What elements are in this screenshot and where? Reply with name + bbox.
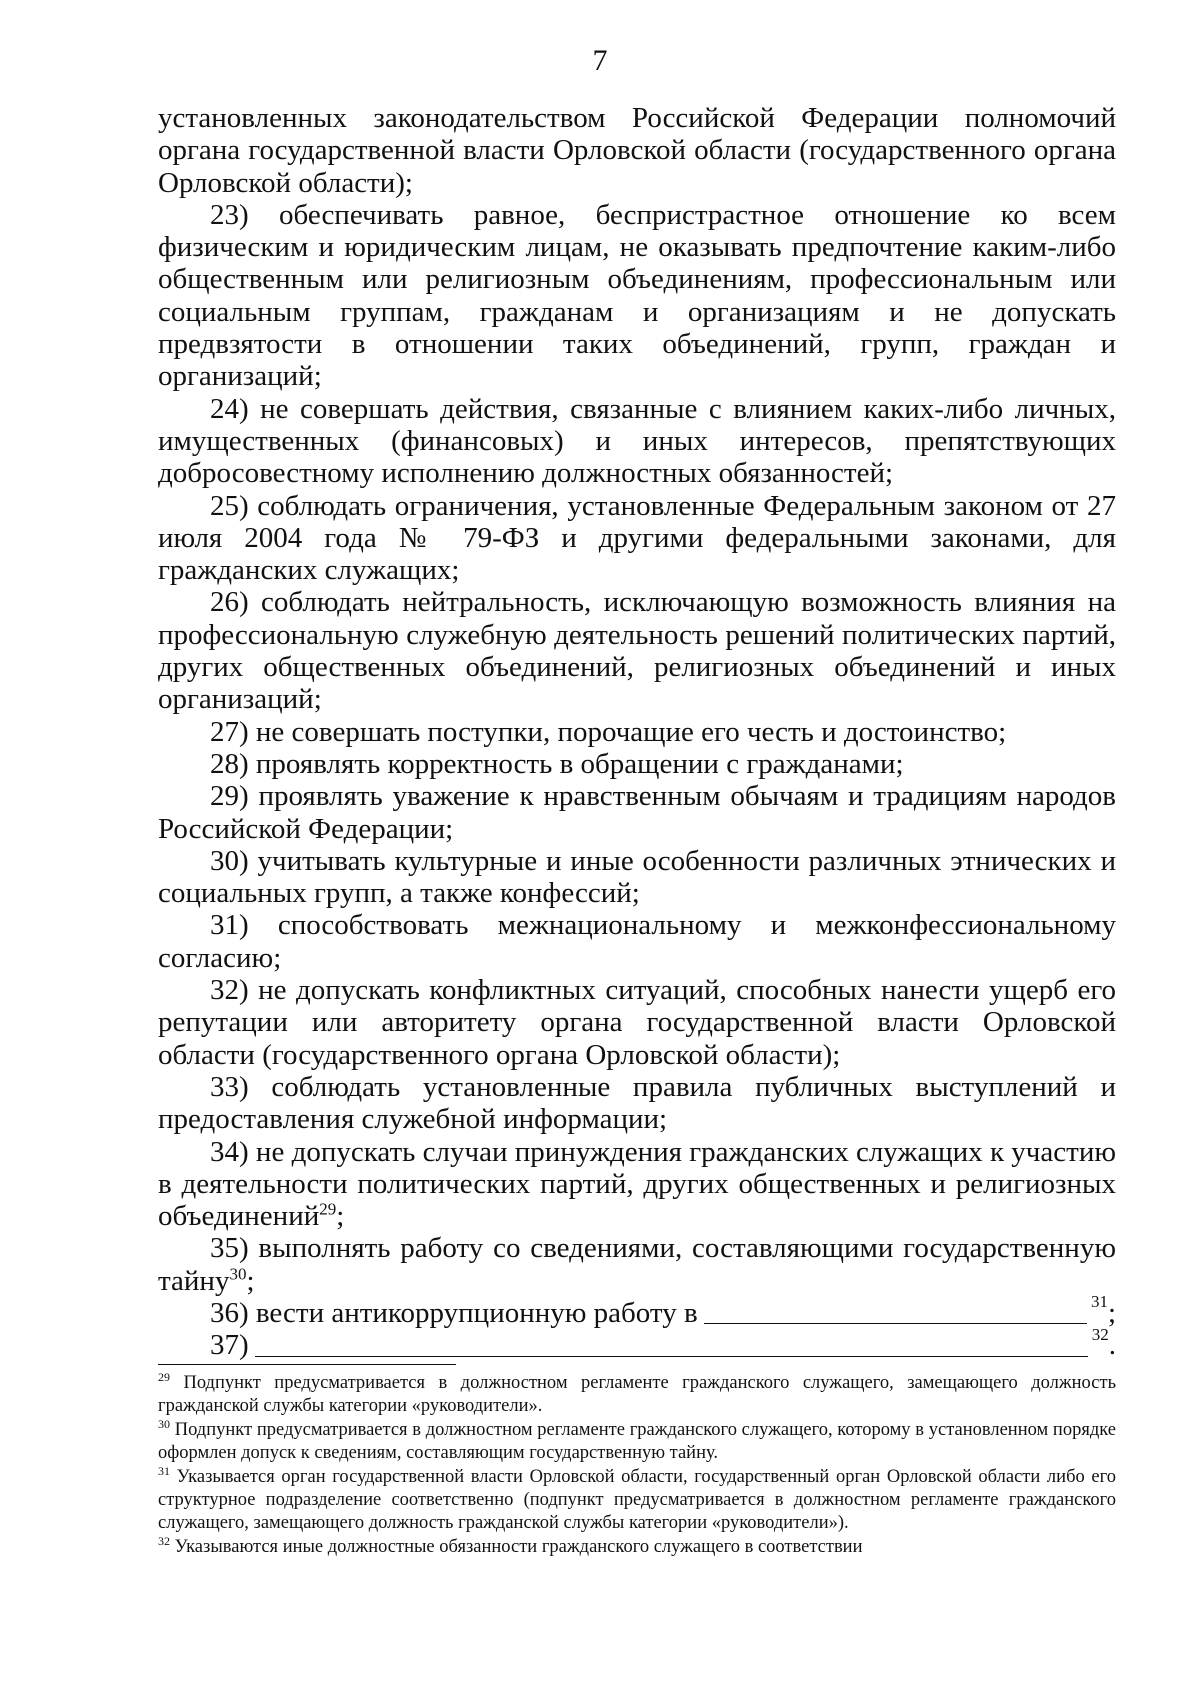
item-32: 32) не допускать конфликтных ситуаций, способных нанести ущерб его репутации или авторитету органа государственной власти Орловской области (государственного органа Орловской области); (158, 974, 1116, 1071)
footnote-30: $^{30}$ Подпункт предусматривается в должностном регламенте гражданского служащего, которому в установленном порядке оформлен допуск к сведениям, составляющим государственную тайну. (158, 1416, 1116, 1463)
item-34: 34) не допускать случаи принуждения гражданских служащих к участию в деятельности политических партий, других общественных и религиозных объединений$^{29}$; (158, 1135, 1116, 1233)
footnote-separator (158, 1364, 456, 1365)
footnote-29: $^{29}$ Подпункт предусматривается в должностном регламенте гражданского служащего, замещающего должность гражданской службы категории «руководители». (158, 1369, 1116, 1416)
item-27: 27) не совершать поступки, порочащие его честь и достоинство; (210, 715, 1007, 748)
footnote-31: $^{31}$ Указывается орган государственной власти Орловской области, государственный орган Орловской области либо его структурное подразделение соответственно (подпункт предусматривается в должностном регламенте гражданского служащего, замещающего должность гражданской службы категории «руководители»). (158, 1463, 1116, 1533)
page-number: 7 (592, 44, 608, 77)
blank-line-37 (255, 1355, 1088, 1357)
item-29: 29) проявлять уважение к нравственным обычаям и традициям народов Российской Федерации; (158, 780, 1116, 845)
item-37: 37) $^{32}$. (210, 1324, 1116, 1362)
item-36: 36) вести антикоррупционную работу в $^{31}$; (210, 1292, 1116, 1329)
footnote-ref-32: 32 (1091, 1324, 1109, 1344)
item-30: 30) учитывать культурные и иные особенности различных этнических и социальных групп, а также конфессий; (158, 844, 1116, 910)
footnote-ref-31: 31 (1090, 1292, 1108, 1312)
footnote-ref-29: 29 (319, 1199, 337, 1219)
item-23: 23) обеспечивать равное, беспристрастное отношение ко всем физическим и юридическим лицам, не оказывать предпочтение каким-либо общественным или религиозным объединениям, профессиональным или социальным группам, гражданам и организациям и не допускать предвзятости в отношении таких объединений, групп, граждан и организаций; (158, 198, 1116, 393)
footnotes (158, 1369, 1116, 1560)
footnote-32: $^{32}$ Указываются иные должностные обязанности гражданского служащего в соответствии (158, 1533, 863, 1557)
item-28: 28) проявлять корректность в обращении с гражданами; (210, 747, 904, 780)
item-25: 25) соблюдать ограничения, установленные Федеральным законом от 27 июля 2004 года № 79-ФЗ и другими федеральными законами, для гражданских служащих; (158, 489, 1116, 587)
paragraph-intro: установленных законодательством Российской Федерации полномочий органа государственной власти Орловской области (государственного органа Орловской области); (158, 102, 1116, 199)
item-31: 31) способствовать межнациональному и межконфессиональному согласию; (158, 909, 1116, 974)
item-33: 33) соблюдать установленные правила публичных выступлений и предоставления служебной информации; (158, 1070, 1116, 1136)
item-24: 24) не совершать действия, связанные с влиянием каких-либо личных, имущественных (финансовых) и иных интересов, препятствующих добросовестному исполнению должностных обязанностей; (158, 392, 1116, 490)
blank-line-36 (704, 1322, 1087, 1324)
item-35: 35) выполнять работу со сведениями, составляющими государственную тайну$^{30}$; (158, 1232, 1116, 1297)
footnote-ref-30: 30 (229, 1264, 247, 1284)
item-26: 26) соблюдать нейтральность, исключающую возможность влияния на профессиональную служебную деятельность решений политических партий, других общественных объединений, религиозных объединений и иных организаций; (158, 586, 1116, 716)
main-text (158, 102, 1116, 1362)
